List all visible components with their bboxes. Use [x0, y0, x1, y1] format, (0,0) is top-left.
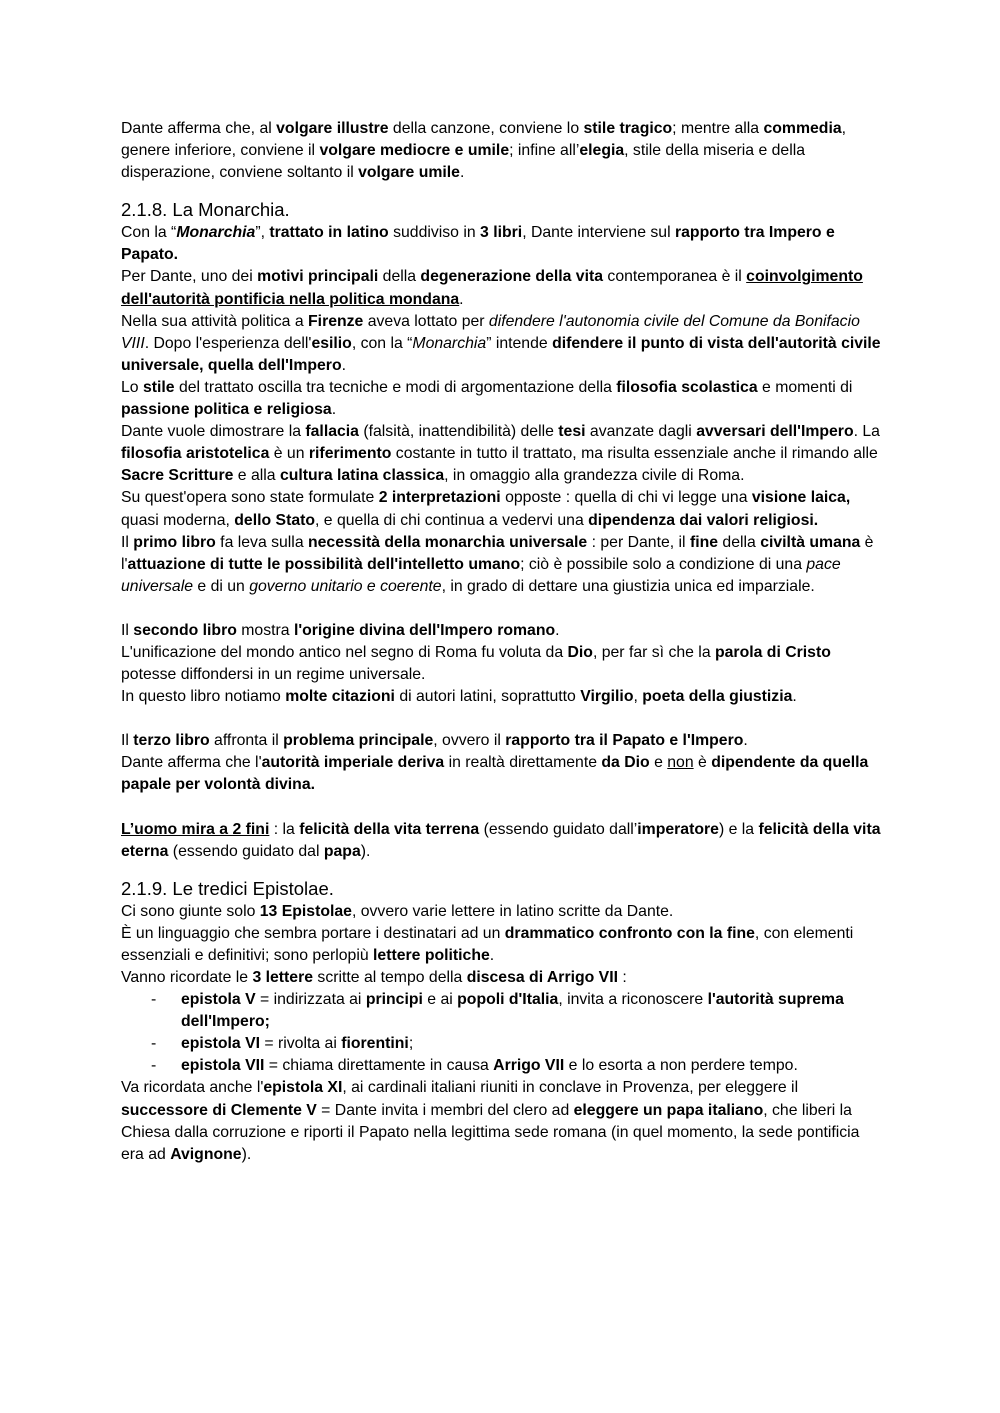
text: potesse diffondersi in un regime universale. [121, 666, 426, 684]
paragraph [121, 620, 881, 642]
bold-text: successore di Clemente V [121, 1101, 317, 1119]
bold-text: filosofia scolastica [616, 378, 758, 396]
bold-text: lettere politiche [373, 946, 490, 964]
text: mostra [236, 621, 294, 639]
bold-text: visione laica, [751, 489, 851, 507]
text: Su quest'opera sono state formulate [121, 489, 379, 507]
text: ; mentre alla [672, 120, 764, 137]
document-page [121, 118, 881, 1166]
text: Dante afferma che l' [121, 754, 262, 772]
text: della [378, 268, 421, 286]
text: scritte al tempo della [313, 969, 467, 986]
text: ). [241, 1145, 252, 1163]
text: ” intende [486, 334, 553, 352]
text: , Dante interviene sul [522, 224, 675, 242]
bold-text: trattato in latino [269, 224, 389, 242]
bold-text: popoli d'Italia [457, 991, 559, 1009]
bold-text: cultura latina classica [279, 467, 445, 485]
text: della [718, 533, 761, 551]
bold-text: eleggere un papa italiano [573, 1101, 764, 1119]
bold-text: l'origine divina dell'Impero romano [293, 621, 556, 639]
text: Il [121, 621, 134, 639]
paragraph [121, 730, 881, 752]
dash-bullet: - [151, 1035, 157, 1053]
text: . [331, 401, 337, 419]
text: : la [269, 820, 300, 838]
text: In questo libro notiamo [121, 688, 286, 706]
bold-text: secondo libro [133, 621, 237, 639]
paragraph [121, 901, 881, 923]
text: , stile della miseria e della disperazione, conviene soltanto il [121, 142, 806, 182]
text: , in grado di dettare una giustizia unica ed imparziale. [441, 577, 815, 595]
bold-text: imperatore [637, 820, 719, 838]
bold-text: filosofia aristotelica [121, 445, 270, 463]
bold-text: stile tragico [583, 120, 673, 137]
text: contemporanea è il [603, 268, 747, 286]
bold-italic-text: Monarchia [176, 224, 256, 242]
text: suddiviso in [388, 224, 481, 242]
text: opposte : quella di chi vi legge una [500, 489, 752, 507]
text: Il [121, 533, 134, 551]
text: del trattato oscilla tra tecniche e modi di argomentazione della [174, 378, 617, 396]
paragraph [121, 967, 881, 989]
text: ). [360, 842, 371, 860]
bold-text: necessità della monarchia universale [308, 533, 588, 551]
bold-text: discesa di Arrigo VII [466, 969, 618, 986]
text: Nella sua attività politica a [121, 312, 309, 330]
epistolae-list [121, 989, 881, 1077]
paragraph [121, 311, 881, 377]
text: . [341, 356, 346, 374]
bold-text: rapporto tra Impero e Papato. [121, 224, 835, 264]
text: Vanno ricordate le [121, 969, 253, 986]
bold-text: problema principale [283, 732, 434, 750]
text: di autori latini, soprattutto [394, 688, 581, 706]
text: Va ricordata anche l' [121, 1079, 264, 1097]
paragraph [121, 1077, 881, 1165]
text: . [555, 621, 560, 639]
section-heading-monarchia: 2.1.8. La Monarchia. [121, 199, 290, 221]
text: ) e la [718, 820, 759, 838]
text: = indirizzata ai [255, 991, 366, 1009]
bold-text: Avignone [170, 1145, 242, 1163]
text: (essendo guidato dal [168, 842, 324, 860]
paragraph [121, 421, 881, 487]
text: . La [853, 423, 880, 441]
bold-text: felicità della vita terrena [299, 820, 480, 838]
text: della canzone, conviene lo [388, 120, 584, 137]
text: aveva lottato per [363, 312, 489, 330]
text: , con elementi essenziali e definitivi; sono perlopiù [121, 924, 854, 964]
bold-text: passione politica e religiosa [121, 401, 332, 419]
list-item [121, 1033, 881, 1055]
bold-text: epistola VI [181, 1035, 261, 1053]
bold-text: attuazione di tutte le possibilità dell'intelletto umano [127, 555, 521, 573]
text: , invita a riconoscere [558, 991, 708, 1009]
bold-text: da Dio [601, 754, 650, 772]
bold-text: commedia [763, 120, 842, 137]
bold-underlined-text: L’uomo mira a 2 fini [121, 820, 270, 838]
text: (falsità, inattendibilità) delle [358, 423, 559, 441]
bold-text: papa [323, 842, 361, 860]
bold-text: epistola V [181, 991, 256, 1009]
bold-text: principi [365, 991, 423, 1009]
section-heading-epistolae: 2.1.9. Le tredici Epistolae. [121, 877, 334, 899]
bold-text: elegia [579, 142, 625, 160]
paragraph [121, 686, 881, 708]
text: è un [269, 445, 309, 463]
text: e alla [233, 467, 280, 485]
bold-text: esilio [311, 334, 352, 352]
text: (essendo guidato dall’ [479, 820, 638, 838]
text: L'unificazione del mondo antico nel segno di Roma fu voluta da [121, 643, 568, 661]
text: . [792, 688, 797, 706]
text: e ai [422, 991, 458, 1009]
bold-text: volgare umile [358, 164, 460, 182]
text: Con la “ [121, 224, 177, 242]
text: , ovvero varie lettere in latino scritte da Dante. [351, 902, 674, 920]
intro-paragraph [121, 118, 881, 184]
bold-text: epistola XI [263, 1079, 343, 1097]
bold-text: terzo libro [133, 732, 210, 750]
paragraph [121, 819, 881, 863]
bold-text: dello Stato [234, 511, 316, 529]
bold-text: Dio [567, 643, 593, 661]
text: Dante afferma che, al [121, 120, 277, 137]
italic-text: Monarchia [412, 334, 487, 352]
bold-text: 13 Epistolae [259, 902, 352, 920]
text: e [649, 754, 668, 772]
bold-text: drammatico confronto con la fine [504, 924, 755, 942]
paragraph [121, 642, 881, 686]
text: affronta il [209, 732, 284, 750]
text: Dante vuole dimostrare la [121, 423, 306, 441]
text: ; [408, 1035, 414, 1053]
text: fa leva sulla [215, 533, 308, 551]
bold-text: stile [142, 378, 175, 396]
text: , ai cardinali italiani riuniti in conclave in Provenza, per eleggere il [342, 1079, 799, 1097]
bold-text: Virgilio [580, 688, 634, 706]
paragraph [121, 222, 881, 266]
text: , che liberi la Chiesa dalla corruzione e riporti il Papato nella legittima sede romana (in quel momento, la sede pontificia era ad [121, 1101, 860, 1163]
underlined-text: non [667, 754, 694, 772]
paragraph [121, 487, 881, 531]
text: . [459, 290, 464, 308]
paragraph-gap [121, 598, 881, 620]
bold-text: Sacre Scritture [121, 467, 234, 485]
text: Ci sono giunte solo [121, 902, 260, 920]
text: = rivolta ai [260, 1035, 342, 1053]
text: e momenti di [757, 378, 853, 396]
dash-bullet: - [151, 1057, 157, 1075]
text: è l' [121, 533, 874, 573]
bold-text: difendere il punto di vista dell'autorità civile universale, quella dell'Impero [121, 334, 881, 374]
text: , in omaggio alla grandezza civile di Roma. [444, 467, 745, 485]
text: ”, [255, 224, 270, 242]
text: , genere inferiore, conviene il [121, 120, 847, 160]
bold-text: Firenze [308, 312, 364, 330]
italic-text: governo unitario e coerente [249, 577, 442, 595]
text: È un linguaggio che sembra portare i destinatari ad un [121, 924, 505, 942]
bold-text: volgare mediocre e umile [319, 142, 510, 160]
text: Il [121, 732, 134, 750]
italic-text: difendere l'autonomia civile del Comune da Bonifacio VIII [121, 312, 860, 352]
text: quasi moderna, [121, 511, 235, 529]
bold-text: avversari dell'Impero [696, 423, 854, 441]
text: Lo [121, 378, 143, 396]
bold-text: 2 interpretazioni [378, 489, 501, 507]
text: : per Dante, il [587, 533, 690, 551]
text: Per Dante, uno dei [121, 268, 258, 286]
text: costante in tutto il trattato, ma risulta essenziale anche il rimando alle [391, 445, 878, 463]
text: , e quella di chi continua a vedervi una [315, 511, 589, 529]
bold-text: degenerazione della vita [420, 268, 604, 286]
text: in realtà direttamente [444, 754, 602, 772]
bold-text: riferimento [308, 445, 392, 463]
italic-text: pace universale [121, 555, 841, 595]
text: e lo esorta a non perdere tempo. [564, 1057, 798, 1075]
paragraph-gap [121, 797, 881, 819]
bold-underlined-text: coinvolgimento dell'autorità pontificia nella politica mondana [121, 268, 863, 308]
text: è [693, 754, 712, 772]
bold-text: 3 lettere [252, 969, 314, 986]
dash-bullet: - [151, 991, 157, 1009]
text: avanzate dagli [585, 423, 697, 441]
text: . [489, 946, 495, 964]
bold-text: primo libro [133, 533, 216, 551]
bold-text: dipendente da quella papale per volontà divina. [121, 754, 869, 794]
paragraph [121, 532, 881, 598]
bold-text: fallacia [305, 423, 359, 441]
text: = chiama direttamente in causa [264, 1057, 494, 1075]
text: : [617, 969, 627, 986]
paragraph [121, 923, 881, 967]
bold-text: l'autorità suprema dell'Impero; [181, 991, 844, 1031]
bold-text: molte citazioni [285, 688, 395, 706]
text: , per far sì che la [592, 643, 715, 661]
text: ; ciò è possibile solo a condizione di una [520, 555, 807, 573]
text: . Dopo l'esperienza dell' [144, 334, 312, 352]
bold-text: felicità della vita eterna [121, 820, 881, 860]
text: , ovvero il [433, 732, 506, 750]
bold-text: motivi principali [257, 268, 379, 286]
bold-text: fiorentini [341, 1035, 409, 1053]
bold-text: dipendenza dai valori religiosi. [588, 511, 819, 529]
bold-text: parola di Cristo [715, 643, 831, 661]
text: e di un [193, 577, 250, 595]
paragraph-gap [121, 708, 881, 730]
bold-text: fine [689, 533, 719, 551]
list-item [121, 1055, 881, 1077]
bold-text: civiltà umana [760, 533, 861, 551]
paragraph [121, 752, 881, 796]
text: ; infine all’ [509, 142, 580, 160]
bold-text: autorità imperiale deriva [261, 754, 445, 772]
list-item [121, 989, 881, 1033]
text: = Dante invita i membri del clero ad [316, 1101, 574, 1119]
bold-text: volgare illustre [276, 120, 389, 137]
text: . [743, 732, 748, 750]
text: . [459, 164, 465, 182]
bold-text: epistola VII [181, 1057, 265, 1075]
text: , con la “ [351, 334, 413, 352]
bold-text: Arrigo VII [493, 1057, 565, 1075]
bold-text: 3 libri [480, 224, 523, 242]
bold-text: tesi [558, 423, 586, 441]
bold-text: poeta della giustizia [642, 688, 793, 706]
paragraph [121, 377, 881, 421]
text: , [633, 688, 643, 706]
bold-text: rapporto tra il Papato e l'Impero [505, 732, 744, 750]
paragraph [121, 266, 881, 310]
